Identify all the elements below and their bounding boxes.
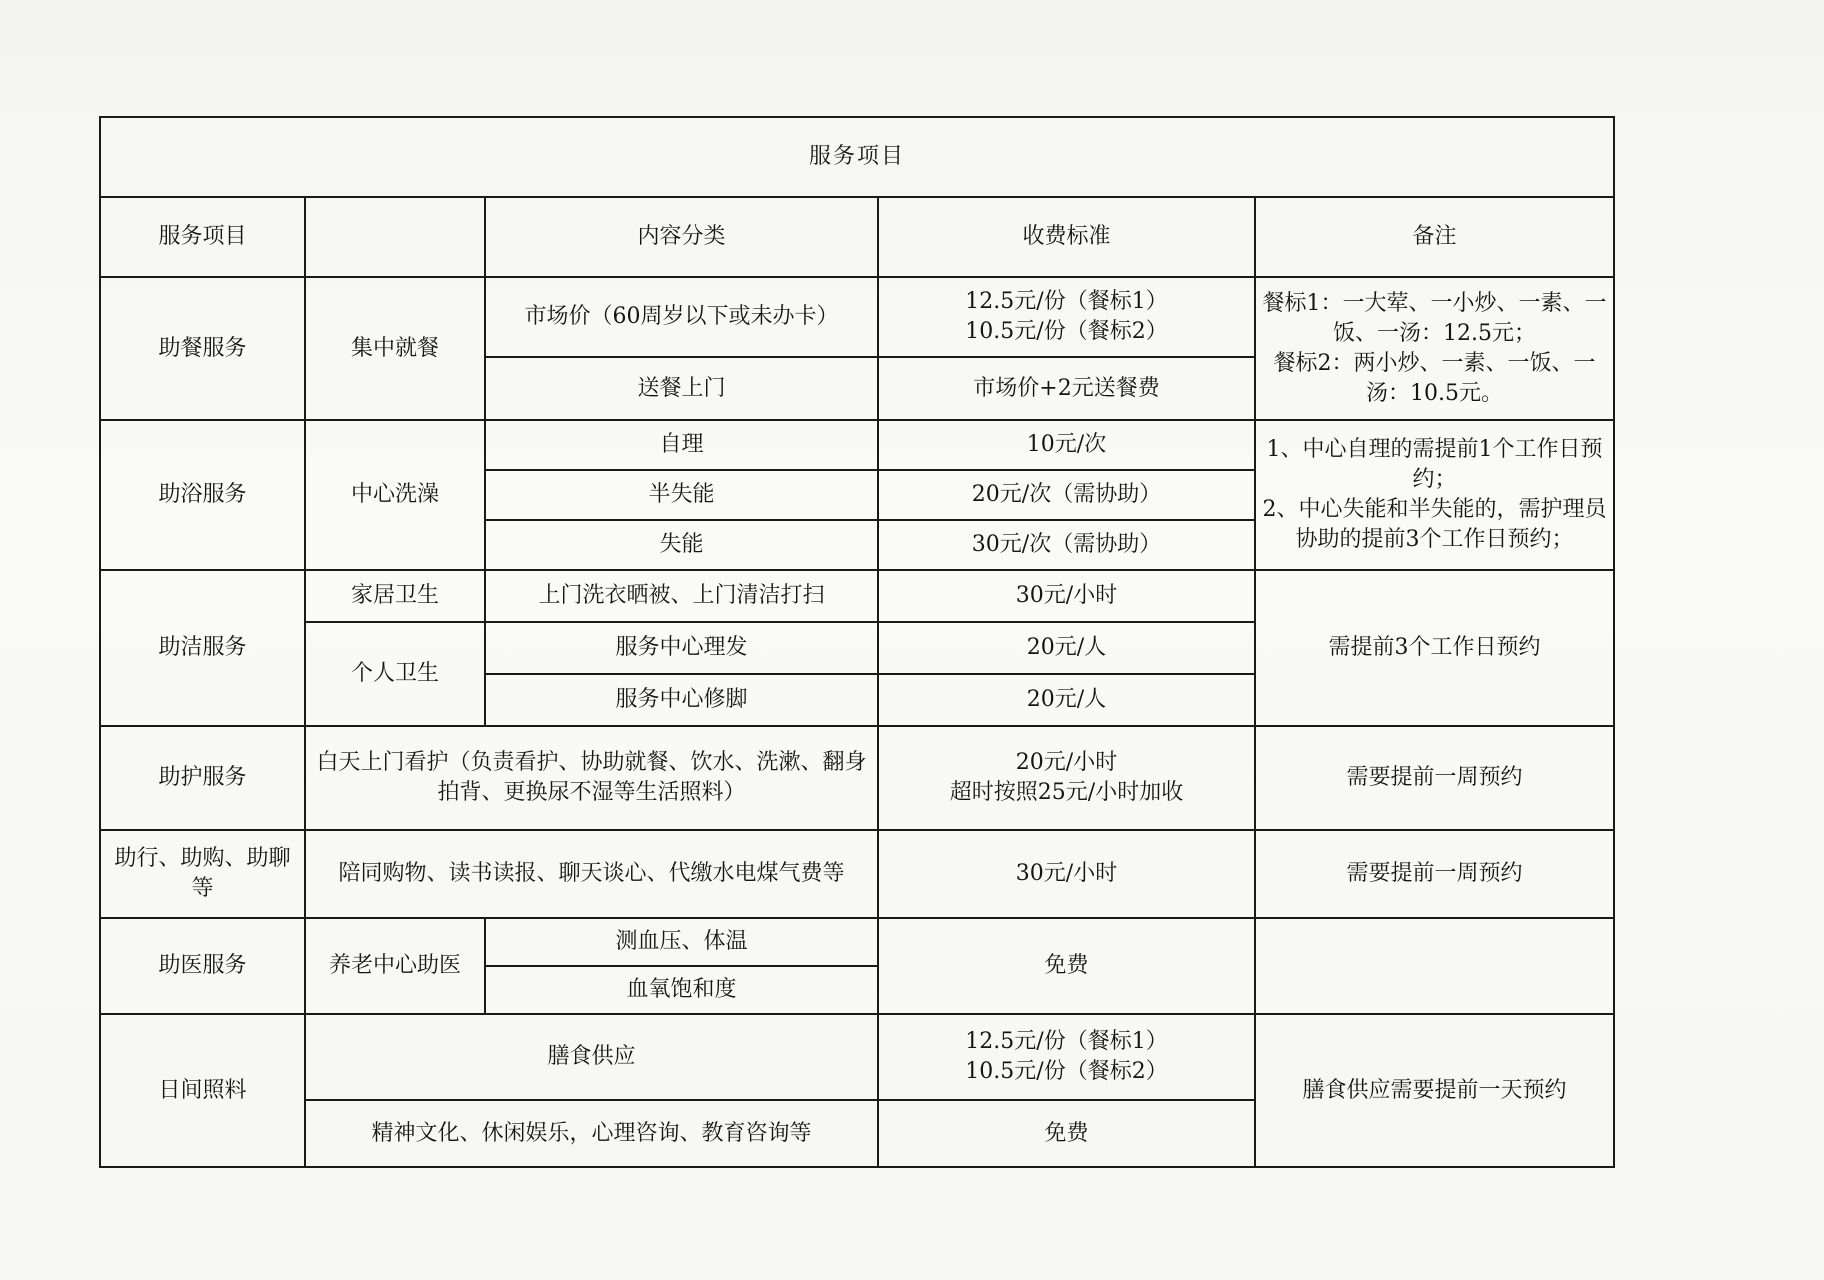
daycare-service-name: 日间照料	[100, 1014, 305, 1167]
meal-service-name: 助餐服务	[100, 277, 305, 420]
assist-note: 需要提前一周预约	[1255, 830, 1614, 918]
meal-note: 餐标1：一大荤、一小炒、一素、一饭、一汤：12.5元； 餐标2：两小炒、一素、一饭、一汤：10.5元。	[1255, 277, 1614, 420]
service-table	[99, 116, 1615, 1168]
meal-fee-1: 12.5元/份（餐标1） 10.5元/份（餐标2）	[878, 277, 1255, 357]
medical-note	[1255, 918, 1614, 1014]
table-row	[100, 918, 1614, 966]
care-fee: 20元/小时 超时按照25元/小时加收	[878, 726, 1255, 830]
bath-content-3: 失能	[485, 520, 878, 570]
care-content: 白天上门看护（负责看护、协助就餐、饮水、洗漱、翻身拍背、更换尿不湿等生活照料）	[305, 726, 878, 830]
assist-content: 陪同购物、读书读报、聊天谈心、代缴水电煤气费等	[305, 830, 878, 918]
daycare-fee-2: 免费	[878, 1100, 1255, 1167]
medical-fee: 免费	[878, 918, 1255, 1014]
header-fee: 收费标准	[878, 197, 1255, 277]
assist-service-name: 助行、助购、助聊等	[100, 830, 305, 918]
bath-content-1: 自理	[485, 420, 878, 470]
table-row	[100, 570, 1614, 622]
page-title: 服务项目	[100, 117, 1614, 197]
meal-content-1: 市场价（60周岁以下或未办卡）	[485, 277, 878, 357]
care-service-name: 助护服务	[100, 726, 305, 830]
bath-fee-1: 10元/次	[878, 420, 1255, 470]
meal-subcategory: 集中就餐	[305, 277, 485, 420]
daycare-note: 膳食供应需要提前一天预约	[1255, 1014, 1614, 1167]
clean-service-name: 助洁服务	[100, 570, 305, 726]
header-service: 服务项目	[100, 197, 305, 277]
medical-content-1: 测血压、体温	[485, 918, 878, 966]
clean-subcategory-personal: 个人卫生	[305, 622, 485, 726]
title-row	[100, 117, 1614, 197]
clean-fee-3: 20元/人	[878, 674, 1255, 726]
table-row	[100, 277, 1614, 357]
bath-subcategory: 中心洗澡	[305, 420, 485, 570]
clean-subcategory-home: 家居卫生	[305, 570, 485, 622]
table-row	[100, 1014, 1614, 1100]
assist-fee: 30元/小时	[878, 830, 1255, 918]
clean-content-1: 上门洗衣晒被、上门清洁打扫	[485, 570, 878, 622]
bath-fee-3: 30元/次（需协助）	[878, 520, 1255, 570]
clean-content-2: 服务中心理发	[485, 622, 878, 674]
medical-service-name: 助医服务	[100, 918, 305, 1014]
meal-fee-2: 市场价+2元送餐费	[878, 357, 1255, 420]
care-note: 需要提前一周预约	[1255, 726, 1614, 830]
header-note: 备注	[1255, 197, 1614, 277]
header-row	[100, 197, 1614, 277]
meal-content-2: 送餐上门	[485, 357, 878, 420]
daycare-content-2: 精神文化、休闲娱乐，心理咨询、教育咨询等	[305, 1100, 878, 1167]
clean-fee-1: 30元/小时	[878, 570, 1255, 622]
clean-content-3: 服务中心修脚	[485, 674, 878, 726]
table-row	[100, 830, 1614, 918]
header-content: 内容分类	[485, 197, 878, 277]
clean-fee-2: 20元/人	[878, 622, 1255, 674]
table-row	[100, 726, 1614, 830]
medical-content-2: 血氧饱和度	[485, 966, 878, 1014]
bath-service-name: 助浴服务	[100, 420, 305, 570]
daycare-fee-1: 12.5元/份（餐标1） 10.5元/份（餐标2）	[878, 1014, 1255, 1100]
clean-note: 需提前3个工作日预约	[1255, 570, 1614, 726]
medical-subcategory: 养老中心助医	[305, 918, 485, 1014]
table-row	[100, 420, 1614, 470]
header-blank	[305, 197, 485, 277]
daycare-content-1: 膳食供应	[305, 1014, 878, 1100]
bath-fee-2: 20元/次（需协助）	[878, 470, 1255, 520]
bath-content-2: 半失能	[485, 470, 878, 520]
bath-note: 1、中心自理的需提前1个工作日预约； 2、中心失能和半失能的，需护理员协助的提前3个工作日预约；	[1255, 420, 1614, 570]
